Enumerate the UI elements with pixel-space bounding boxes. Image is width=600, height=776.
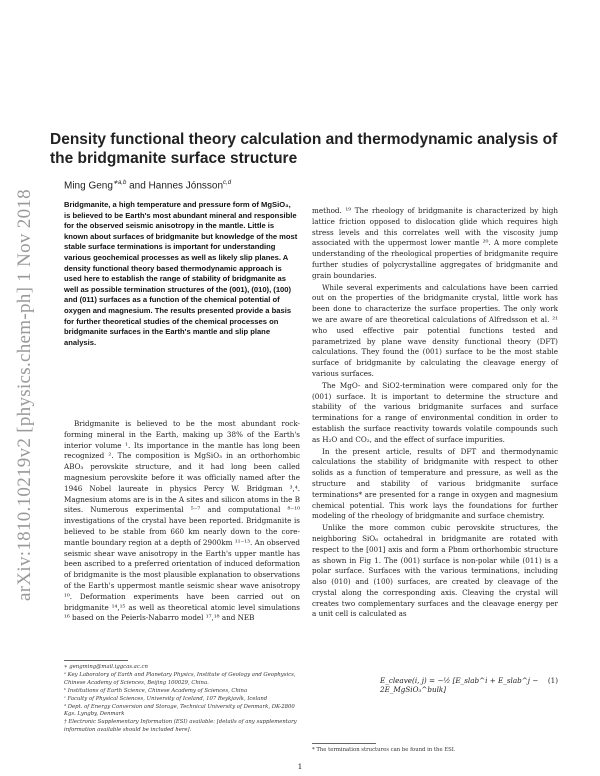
author-affiliation: ∗a,b (112, 180, 127, 186)
footnote-email: ∗ gengming@mail.iggcas.ac.cn (64, 664, 148, 670)
footnote-esi: † Electronic Supplementary Information (ESI) available: [details of any supplementary information available should be included here]. (64, 719, 297, 734)
paper-title: Density functional theory calculation and thermodynamic analysis of the bridgmanite surface structure (50, 131, 558, 167)
arxiv-stamp (10, 170, 40, 620)
footnote-affiliation: ᶜ Faculty of Physical Sciences, University of Iceland, 107 Reykjavík, Iceland (64, 695, 268, 702)
footnote-affiliation: ᵃ Key Laboratory of Earth and Planetary Physics, Institute of Geology and Geophysics, Chinese Academy of Sciences, Beijing 100029, China. (64, 671, 296, 686)
body-paragraph: While several experiments and calculations have been carried out on the properties of the bridgmanite crystal, little work has been done to characterize the surface properties. The only work we are aware of are theoretical calculations of Alfredsson et al. ²¹ who used effective pair potential functions tested and parametrized by plane wave density functional theory (DFT) calculations. They found the (001) surface to be the most stable surface of bridgmanite by calculating the cleavage energy of various surfaces. (312, 282, 558, 378)
abstract: Bridgmanite, a high temperature and pressure form of MgSiO₃, is believed to be Earth's most abundant mineral and responsible for the observed seismic anisotropy in the mantle. Little is known about surfaces of bridgmanite but knowledge of the most stable surface terminations is important for understanding various geochemical processes as well as likely slip planes. A density functional theory based thermodynamic approach is used here to establish the range of stability of bridgmanite as well as possible termination structures of the (001), (010), (100) and (011) surfaces as a function of the chemical potential of oxygen and magnesium. The results presented provide a basis for further theoretical studies of the chemical processes on bridgmanite surfaces in the Earth's mantle and slip plane analysis. (64, 200, 298, 347)
author-connector: and (126, 180, 149, 192)
author-affiliation: c,d (223, 180, 232, 186)
body-paragraph: In the present article, results of DFT and thermodynamic calculations the stability of bridgmanite with respect to other solids as a function of temperature and pressure, as well as the structure and stability of various bridgmanite surface terminations* are presented for a range in oxygen and magnesium chemical potential. This work lays the foundations for further modeling of the rheology of bridgmanite and surface chemistry. (312, 446, 558, 521)
equation-expression: E_cleave(i, j) = −½ [E_slab^i + E_slab^j − 2E_MgSiO₃^bulk] (380, 676, 539, 694)
author-line (64, 179, 231, 191)
footnote-affiliation: ᵇ Institutions of Earth Science, Chinese Academy of Sciences, China (64, 687, 248, 694)
body-paragraph: Bridgmanite is believed to be the most abundant rock-forming mineral in the Earth, making up 38% of the Earth's interior volume ¹. Its importance in the mantle has long been recognized ². The composition is MgSiO₃ in an orthorhombic ABO₃ perovskite structure, and it had long been called magnesium perovskite before it was officially named after the 1946 Nobel laureate in physics Percy W. Bridgman ³,⁴. Magnesium atoms are is in the A sites and silicon atoms in the B sites. Numerous experimental ⁵⁻⁷ and computational ⁸⁻¹⁰ investigations of the crystal have been reported. Bridgmanite is believed to be stable from 660 km nearly down to the core-mantle boundary region at a depth of 2900km ¹¹⁻¹³. An observed seismic shear wave anisotropy in the Earth's upper mantle has been ascribed to a preferred orientation of induced deformation of bridgmanite is the most plausible explanation to observations of the Earth's uppermost mantle seismic shear wave anisotropy ¹⁰. Deformation experiments have been carried out on bridgmanite ¹⁴,¹⁵ as well as theoretical atomic level simulations ¹⁶ based on the Peierls-Nabarro model ¹⁷,¹⁸ and NEB (64, 419, 301, 623)
left-column (64, 419, 300, 624)
footnote-affiliation: ᵈ Dept. of Energy Conversion and Storage, Technical University of Denmark, DK-2800 Kgs. Lyngby, Denmark (64, 703, 295, 718)
footnote-divider (64, 660, 128, 661)
right-column (312, 206, 558, 620)
author-name: Hannes Jónsson (148, 180, 224, 192)
page-number: 1 (297, 762, 303, 771)
arxiv-identifier: arXiv:1810.10219v2 [physics.chem-ph] 1 Nov 2018 (14, 189, 35, 601)
footnote-termination: * The termination structures can be found in the ESI. (312, 747, 456, 753)
author-name: Ming Geng (64, 180, 113, 192)
equation (380, 676, 558, 694)
footnotes (64, 664, 300, 735)
equation-number: (1) (547, 676, 558, 685)
body-paragraph: Unlike the more common cubic perovskite structures, the neighboring SiO₆ octahedral in bridgmanite are rotated with respect to the [001] axis and form a Pbnm orthorhombic structure as shown in Fig 1. The (001) surface is non-polar while (011) is a polar surface. Surfaces with the various terminations, including also (010) and (100) surfaces, are created by cleavage of the crystal along the corresponding axis. Cleaving the crystal will creates two complementary surfaces and the cleavage energy per a unit cell is calculated as (312, 523, 558, 619)
body-paragraph: The MgO- and SiO2-termination were compared only for the (001) surface. It is important to determine the structure and stability of the various bridgmanite surfaces and surface terminations for a range of environmental condition in order to establish the surface reactivity towards volatile compounds such as H₂O and CO₂, and the effect of surface impurities. (312, 380, 558, 444)
footnote-divider (312, 743, 376, 744)
body-paragraph: method. ¹⁹ The rheology of bridgmanite is characterized by high lattice friction opposed to dislocation glide which requires high stress levels and this correlates well with the viscosity jump associated with the uppermost lower mantle ²⁰. A more complete understanding of the rheological properties of bridgmanite require further studies of polycrystalline aggregates of bridgmanite and grain boundaries. (312, 206, 558, 280)
